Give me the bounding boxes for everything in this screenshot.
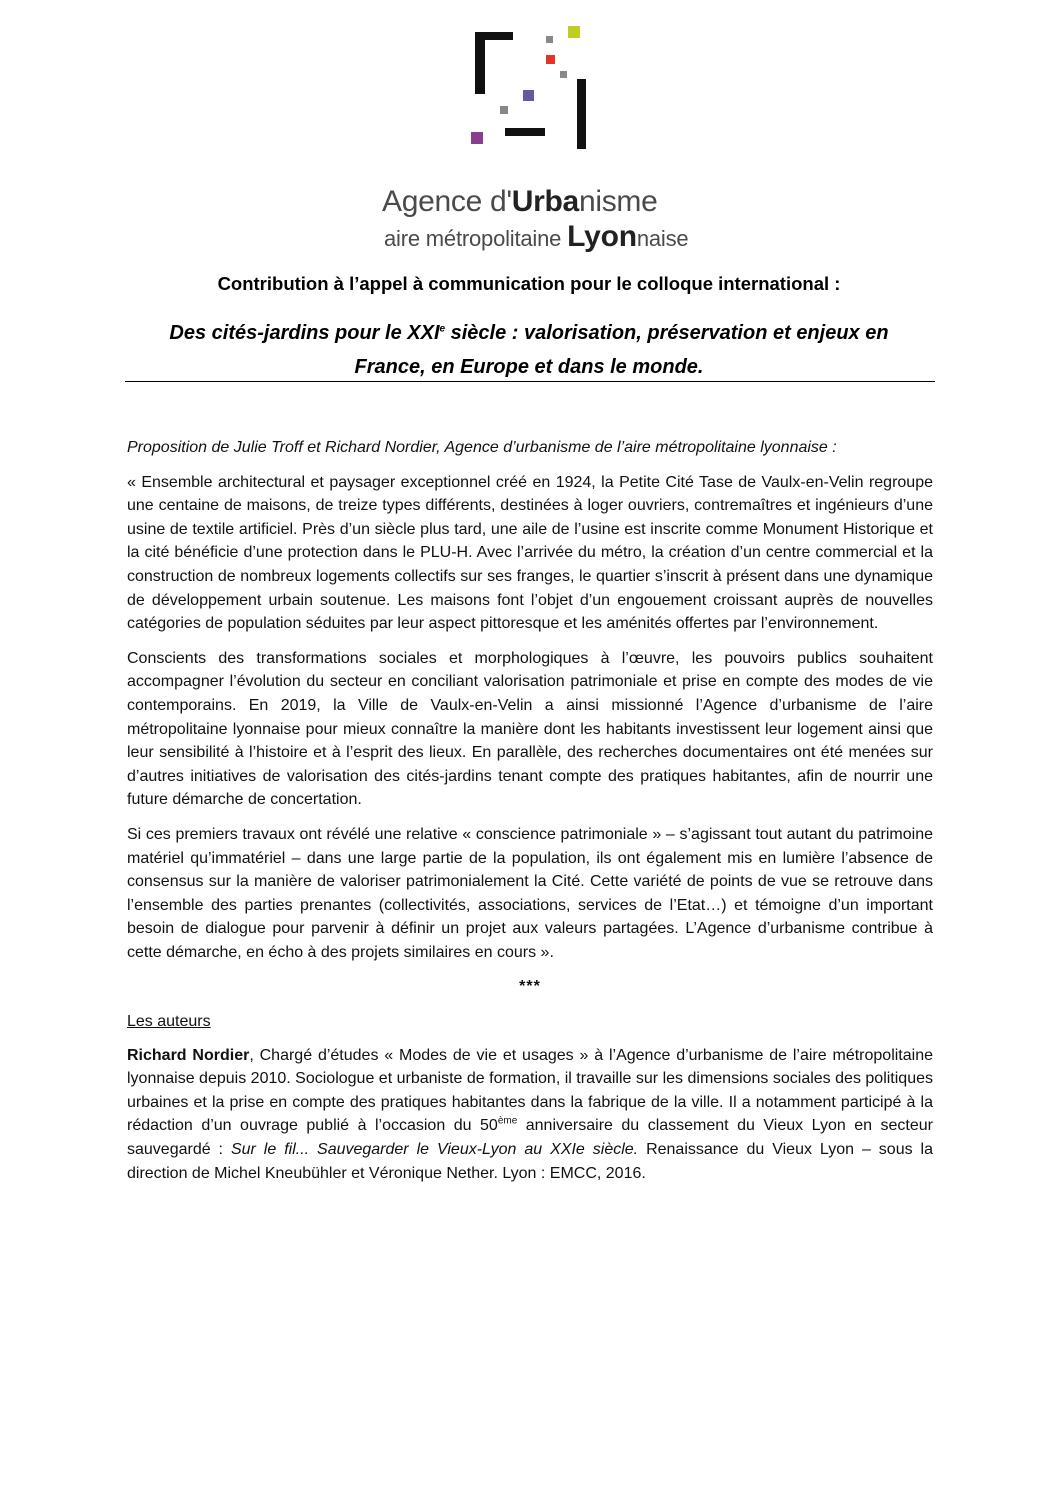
colloquium-title: Des cités-jardins pour le XXIe siècle : valorisation, préservation et enjeux en France, en Europe et dans le monde. — [169, 322, 889, 378]
document-title: Contribution à l’appel à communication pour le colloque international : — [217, 273, 841, 294]
logo-black-bar — [505, 128, 545, 136]
logo-violet-square — [523, 90, 534, 101]
document-body — [127, 436, 933, 1196]
logo-lime-square — [568, 26, 580, 38]
logo-black-bar — [475, 32, 513, 40]
logo-black-bar — [475, 32, 485, 94]
logo-gray-square — [500, 106, 508, 114]
logo-black-bar — [577, 79, 586, 149]
logo-gray-square — [560, 71, 567, 78]
logo-purple-square — [471, 132, 483, 144]
author-name: Richard Nordier — [127, 1046, 250, 1064]
logo-agency-area: aire métropolitaine Lyonnaise — [384, 220, 689, 253]
title-divider — [125, 381, 935, 382]
proposal-intro: Proposition de Julie Troff et Richard Nordier, Agence d’urbanisme de l’aire métropolitaine lyonnaise : — [127, 439, 837, 456]
agency-logo — [380, 24, 689, 253]
authors-heading: Les auteurs — [127, 1013, 211, 1031]
logo-agency-name: Agence d'Urbanisme — [382, 185, 658, 218]
body-paragraph: Conscients des transformations sociales et morphologiques à l’œuvre, les pouvoirs publics souhaitent accompagner l’évolution du secteur en conciliant valorisation patrimoniale et prise en compte des modes de vie contemporains. En 2019, la Ville de Vaulx-en-Velin a ainsi missionné l’Agence d’urbanisme de l’aire métropolitaine lyonnaise pour mieux connaître la manière dont les habitants investissent leur logement ainsi que leur sensibilité à l’histoire et à l’esprit des lieux. En parallèle, des recherches documentaires ont été menées sur d’autres initiatives de valorisation des cités-jardins tenant compte des pratiques habitantes, afin de nourrir une future démarche de concertation. — [127, 649, 933, 809]
section-separator: *** — [519, 978, 541, 996]
logo-gray-square — [546, 36, 553, 43]
logo-red-square — [546, 55, 555, 64]
author-bio: Richard Nordier, Chargé d’études « Modes de vie et usages » à l’Agence d’urbanisme de l’aire métropolitaine lyonnaise depuis 2010. Sociologue et urbaniste de formation, il travaille sur les dimensions sociales des politiques urbaines et la prise en compte des pratiques habitantes dans la fabrique de la ville. Il a notamment participé à la rédaction d’un ouvrage publié à l’occasion du 50ème anniversaire du classement du Vieux Lyon en secteur sauvegardé : Sur le fil... Sauvegarder le Vieux-Lyon au XXIe siècle. Renaissance du Vieux Lyon – sous la direction de Michel Kneubühler et Véronique Nether. Lyon : EMCC, 2016. — [127, 1046, 934, 1182]
logo-mark-icon — [380, 24, 680, 174]
body-paragraph: « Ensemble architectural et paysager exceptionnel créé en 1924, la Petite Cité Tase de Vaulx-en-Velin regroupe une centaine de maisons, de treize types différents, destinées à loger ouvriers, contremaîtres et ingénieurs d’une usine de textile artificiel. Près d’un siècle plus tard, une aile de l’usine est inscrite comme Monument Historique et la cité bénéficie d’une protection dans le PLU-H. Avec l’arrivée du métro, la création d’un centre commercial et la construction de nombreux logements collectifs sur ses franges, le quartier s’inscrit à présent dans une dynamique de développement urbain soutenue. Les maisons font l’objet d’un engouement croissant auprès de nouvelles catégories de population séduites par leur aspect pittoresque et les aménités offertes par l’environnement. — [127, 473, 933, 633]
book-title: Sur le fil... Sauvegarder le Vieux-Lyon au XXIe siècle. — [230, 1141, 639, 1159]
body-paragraph: Si ces premiers travaux ont révélé une relative « conscience patrimoniale » – s’agissant tout autant du patrimoine matériel qu’immatériel – dans une large partie de la population, ils ont également mis en lumière l’absence de consensus sur la manière de valoriser patrimonialement la Cité. Cette variété de points de vue se retrouve dans l’ensemble des parties prenantes (collectivités, associations, services de l’Etat…) et témoigne d’un important besoin de dialogue pour parvenir à définir un projet aux valeurs partagées. L’Agence d’urbanisme contribue à cette démarche, en écho à des projets similaires en cours ». — [127, 825, 933, 961]
